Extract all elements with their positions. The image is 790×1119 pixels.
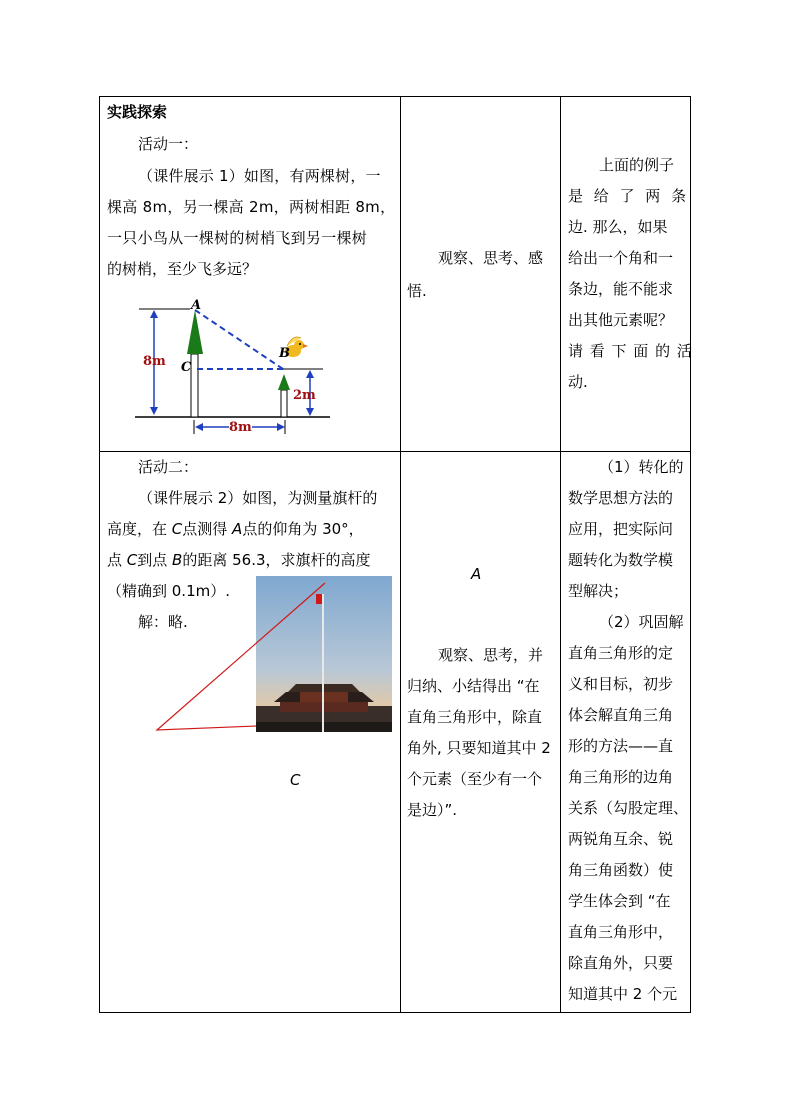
row1-col3-line-7: 请 看 下 面 的 活: [568, 342, 693, 360]
height-8m-label: 8m: [143, 354, 166, 369]
activity1-line-1: （课件展示 1）如图，有两棵树，一: [138, 167, 381, 185]
row2-col3-line-16: 直角三角形中，: [568, 923, 674, 941]
row1-col3-line-3: 边. 那么，如果: [568, 218, 668, 236]
row2-col3-line-18: 知道其中 2 个元: [568, 985, 678, 1003]
row1-col3-line-8: 动.: [568, 373, 588, 391]
row2-col3-line-14: 角三角函数）使: [568, 861, 674, 879]
activity1-line-4: 的树梢，至少飞多远？: [107, 260, 258, 278]
row2-col2-line-4: 角外, 只要知道其中 2: [407, 739, 551, 757]
row2-col2-line-1: 观察、思考，并: [438, 646, 544, 664]
row2-col2-line-5: 个元素（至少有一个: [407, 770, 543, 788]
row2-col3-line-11: 角三角形的边角: [568, 768, 674, 786]
row2-col3-line-13: 两锐角互余、锐: [568, 830, 674, 848]
row2-col3-line-15: 学生体会到 “在: [568, 892, 671, 910]
section-heading: 实践探索: [107, 103, 168, 121]
row2-col3-line-4: 题转化为数学模: [568, 551, 674, 569]
row2-col3-line-8: 义和目标，初步: [568, 675, 674, 693]
row2-col3-line-3: 应用，把实际问: [568, 520, 674, 538]
trees-bird-figure: [135, 296, 335, 442]
row2-col3-line-6: （2）巩固解: [599, 613, 684, 631]
right-tree-icon: [278, 374, 290, 390]
row1-col3-line-5: 条边，能不能求: [568, 280, 674, 298]
row2-col3-line-12: 关系（勾股定理、: [568, 799, 689, 817]
row2-col3-line-10: 形的方法——直: [568, 737, 674, 755]
row1-col3-line-6: 出其他元素呢？: [568, 311, 674, 329]
left-tree-trunk: [191, 354, 198, 417]
point-b-label: B: [279, 346, 290, 361]
row2-col3-line-1: （1）转化的: [599, 458, 684, 476]
row1-col3-line-4: 给出一个角和一: [568, 249, 674, 267]
row2-col3-line-2: 数学思想方法的: [568, 489, 674, 507]
activity1-line-2: 棵高 8m，另一棵高 2m，两树相距 8m，: [107, 198, 396, 216]
row1-col2-line-2: 悟.: [407, 282, 427, 300]
column-divider-2: [560, 97, 561, 1012]
activity2-line-2: 高度，在 C点测得 A点的仰角为 30°，: [107, 520, 364, 538]
activity2-solution: 解：略.: [138, 613, 188, 631]
activity1-title: 活动一：: [138, 135, 199, 153]
row-divider: [100, 451, 690, 452]
row2-col3-line-7: 直角三角形的定: [568, 644, 674, 662]
activity1-line-3: 一只小鸟从一棵树的树梢飞到另一棵树: [107, 229, 368, 247]
row1-col3-line-2: 是 给 了 两 条: [568, 187, 690, 205]
left-tree-icon: [187, 310, 203, 354]
row1-col2-line-1: 观察、思考、感: [438, 249, 544, 267]
point-c-label: C: [181, 360, 192, 375]
activity2-line-4: （精确到 0.1m）.: [107, 582, 231, 600]
point-a-label-row2: A: [471, 565, 482, 583]
point-c-label-row2: C: [290, 771, 301, 789]
activity2-line-3: 点 C到点 B的距离 56.3，求旗杆的高度: [107, 551, 371, 569]
point-a-label: A: [191, 298, 202, 313]
row2-col3-line-17: 除直角外，只要: [568, 954, 674, 972]
measurement-triangle: [150, 580, 330, 740]
row2-col2-line-2: 归纳、小结得出 “在: [407, 677, 540, 695]
distance-8m-label: 8m: [229, 418, 252, 438]
row2-col3-line-5: 型解决；: [568, 582, 629, 600]
activity2-title: 活动二：: [138, 458, 199, 476]
column-divider-1: [400, 97, 401, 1012]
row1-col3-line-1: 上面的例子: [599, 156, 675, 174]
activity2-line-1: （课件展示 2）如图，为测量旗杆的: [138, 489, 378, 507]
row2-col2-line-3: 直角三角形中，除直: [407, 708, 543, 726]
row2-col3-line-9: 体会解直角三角: [568, 706, 674, 724]
flight-path-line: [195, 310, 283, 369]
right-tree-trunk: [281, 390, 287, 417]
row2-col2-line-6: 是边）”.: [407, 801, 458, 819]
height-2m-label: 2m: [293, 388, 316, 403]
